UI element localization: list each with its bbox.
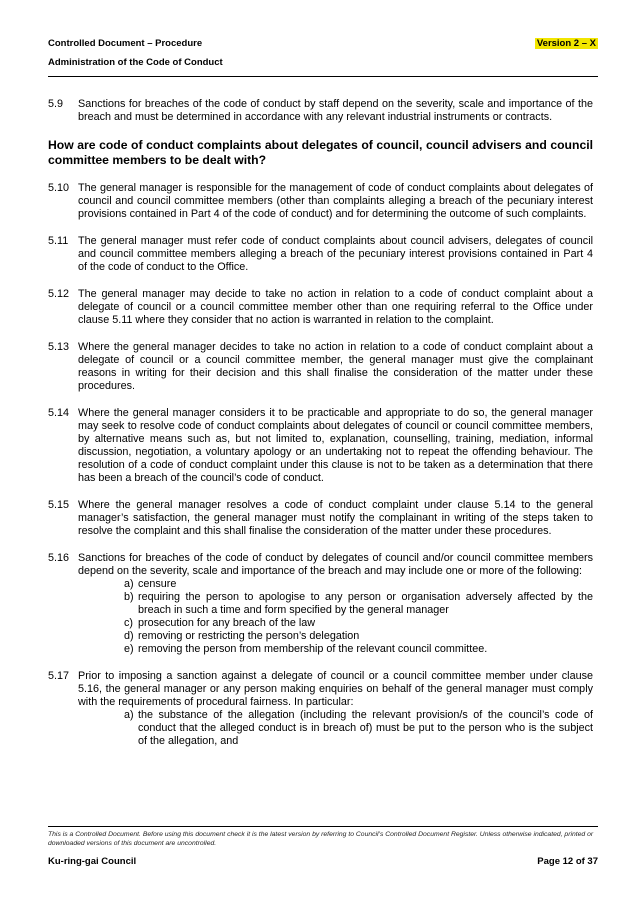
list-item bbox=[78, 617, 593, 630]
footer-divider bbox=[48, 826, 598, 827]
clause-number: 5.14 bbox=[48, 407, 70, 419]
list-item-text: prosecution for any breach of the law bbox=[138, 617, 316, 629]
clause-text: The general manager must refer code of conduct complaints about council advisers, delegates of council and council committee members alleging a breach of the pecuniary interest provisions contained in Part 4 of the code of conduct to the Office. bbox=[78, 235, 593, 273]
clause-5-9 bbox=[48, 98, 593, 124]
list-item bbox=[78, 578, 593, 591]
clause-5-17 bbox=[48, 670, 593, 748]
clause-number: 5.16 bbox=[48, 552, 70, 564]
clause-number: 5.12 bbox=[48, 288, 70, 300]
sanction-list bbox=[78, 578, 593, 656]
version-label: Version 2 – X bbox=[536, 38, 596, 49]
clause-5-14 bbox=[48, 407, 593, 485]
controlled-document-notice: This is a Controlled Document. Before using this document check it is the latest version by referring to Council’s Controlled Document Register. Unless otherwise indicated, printed or downloaded versions of this document are uncontrolled. bbox=[48, 831, 594, 847]
clause-5-10 bbox=[48, 182, 593, 221]
clause-5-13 bbox=[48, 341, 593, 393]
list-item-letter: b) bbox=[124, 591, 134, 603]
page-number: Page 12 of 37 bbox=[537, 856, 598, 867]
clause-text: Where the general manager considers it to be practicable and appropriate to do so, the general manager may seek to resolve code of conduct complaints about delegates of council or council committee members, by alternative means such as, but not limited to, explanation, counselling, training, mediation, informal discussion, negotiation, a voluntary apology or an undertaking not to repeat the offending behaviour. The resolution of a code of conduct complaint under this clause is not to be taken as a determination that there has been a breach of the council’s code of conduct. bbox=[78, 407, 593, 484]
list-item-text: censure bbox=[138, 578, 177, 590]
list-item-text: the substance of the allegation (including the relevant provision/s of the council’s code of conduct that the alleged conduct is in breach of) must be put to the person who is the subject of the allegation, and bbox=[138, 709, 593, 747]
list-item-letter: a) bbox=[124, 578, 134, 590]
list-item bbox=[78, 643, 593, 656]
clause-number: 5.17 bbox=[48, 670, 70, 682]
list-item-letter: c) bbox=[124, 617, 133, 629]
version-badge bbox=[535, 38, 598, 49]
clause-number: 5.9 bbox=[48, 98, 64, 110]
clause-text: The general manager is responsible for the management of code of conduct complaints about delegates of council and council committee members (other than complaints alleging a breach of the pecuniary interest provisions contained in Part 4 of the code of conduct) and for determining the outcome of such complaints. bbox=[78, 182, 593, 220]
clause-5-12 bbox=[48, 288, 593, 327]
list-item bbox=[78, 591, 593, 617]
section-heading: How are code of conduct complaints about delegates of council, council advisers and council committee members to be dealt with? bbox=[48, 138, 593, 167]
document-type: Controlled Document – Procedure bbox=[48, 38, 203, 49]
document-title: Administration of the Code of Conduct bbox=[48, 57, 223, 68]
list-item-letter: d) bbox=[124, 630, 134, 642]
organisation-name: Ku-ring-gai Council bbox=[48, 856, 137, 867]
clause-text: Sanctions for breaches of the code of conduct by staff depend on the severity, scale and importance of the breach and must be determined in accordance with any relevant industrial instruments or contracts. bbox=[78, 98, 593, 123]
clause-number: 5.13 bbox=[48, 341, 70, 353]
page-header bbox=[48, 38, 598, 76]
list-item-letter: e) bbox=[124, 643, 134, 655]
list-item bbox=[78, 630, 593, 643]
clause-text: Sanctions for breaches of the code of conduct by delegates of council and/or council committee members depend on the severity, scale and importance of the breach and may include one or more of the following: bbox=[78, 552, 593, 577]
clause-5-11 bbox=[48, 235, 593, 274]
clause-text: The general manager may decide to take no action in relation to a code of conduct complaint about a delegate of council or a council committee member other than one requiring referral to the Office under clause 5.11 where they consider that no action is warranted in relation to the complaint. bbox=[78, 288, 593, 326]
header-divider bbox=[48, 76, 598, 77]
procedural-fairness-list bbox=[78, 709, 593, 748]
list-item-text: removing or restricting the person’s delegation bbox=[138, 630, 360, 642]
list-item-letter: a) bbox=[124, 709, 134, 721]
list-item-text: requiring the person to apologise to any person or organisation adversely affected by the breach in such a time and form specified by the general manager bbox=[138, 591, 593, 616]
document-body bbox=[48, 98, 593, 762]
list-item bbox=[78, 709, 593, 748]
clause-text: Where the general manager resolves a code of conduct complaint under clause 5.14 to the general manager’s satisfaction, the general manager must notify the complainant in writing of the steps taken to resolve the complaint and this shall finalise the consideration of the matter under these procedures. bbox=[78, 499, 593, 537]
clause-text: Where the general manager decides to take no action in relation to a code of conduct complaint about a delegate of council or a council committee member, the general manager must give the complainant reasons in writing for their decision and this shall finalise the consideration of the matter under these procedures. bbox=[78, 341, 593, 392]
clause-5-15 bbox=[48, 499, 593, 538]
list-item-text: removing the person from membership of the relevant council committee. bbox=[138, 643, 488, 655]
clause-text: Prior to imposing a sanction against a delegate of council or a council committee member under clause 5.16, the general manager or any person making enquiries on behalf of the general manager must comply with the requirements of procedural fairness. In particular: bbox=[78, 670, 593, 708]
clause-5-16 bbox=[48, 552, 593, 656]
clause-number: 5.15 bbox=[48, 499, 70, 511]
clause-number: 5.10 bbox=[48, 182, 70, 194]
clause-number: 5.11 bbox=[48, 235, 69, 247]
